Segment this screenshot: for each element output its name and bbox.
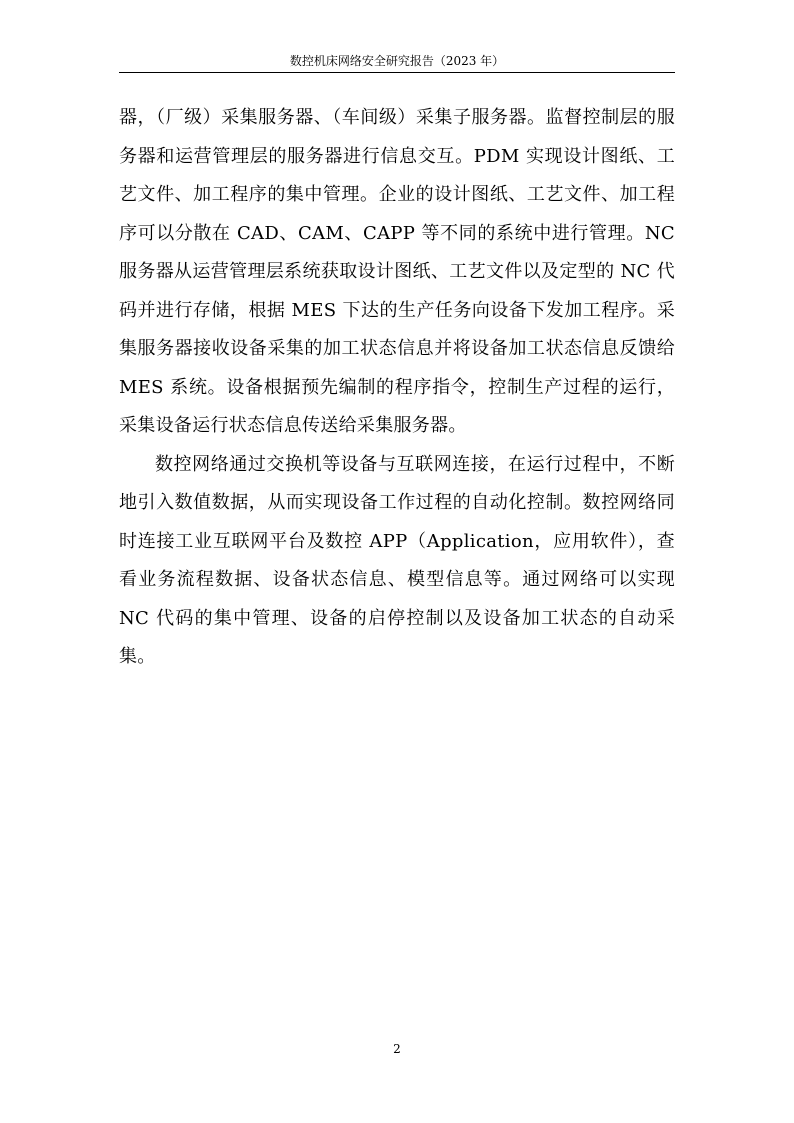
body-paragraph: 数控网络通过交换机等设备与互联网连接，在运行过程中，不断地引入数值数据，从而实现设备工作过程的自动化控制。数控网络同时连接工业互联网平台及数控 APP（Application，应用软件），查看业务流程数据、设备状态信息、模型信息等。通过网络可以实现 NC 代码的集中管理、设备的启停控制以及设备加工状态的自动采集。 xyxy=(119,453,675,667)
page-number: 2 xyxy=(393,1042,401,1056)
body-paragraph-continued: 器，（厂级）采集服务器、（车间级）采集子服务器。监督控制层的服务器和运营管理层的服务器进行信息交互。PDM 实现设计图纸、工艺文件、加工程序的集中管理。企业的设计图纸、工艺文件、加工程序可以分散在 CAD、CAM、CAPP 等不同的系统中进行管理。NC 服务器从运营管理层系统获取设计图纸、工艺文件以及定型的 NC 代码并进行存储，根据 MES 下达的生产任务向设备下发加工程序。采集服务器接收设备采集的加工状态信息并将设备加工状态信息反馈给 MES 系统。设备根据预先编制的程序指令，控制生产过程的运行，采集设备运行状态信息传送给采集服务器。 xyxy=(119,107,675,436)
header-divider xyxy=(119,72,675,73)
running-header: 数控机床网络安全研究报告（2023 年） xyxy=(289,54,505,68)
document-body xyxy=(119,99,675,677)
